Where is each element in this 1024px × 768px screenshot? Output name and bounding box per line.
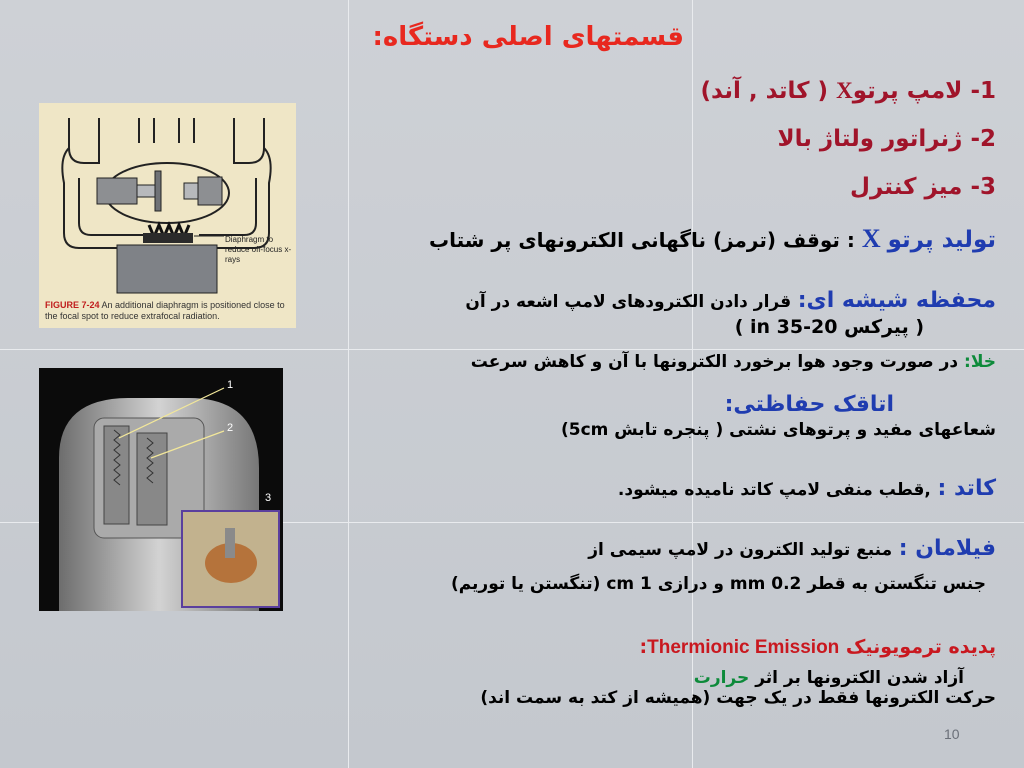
cathode-photo-image bbox=[39, 368, 283, 611]
item-text: میز کنترل bbox=[850, 174, 963, 200]
xray-tube-diagram bbox=[39, 103, 296, 298]
vacuum-label: خلا: bbox=[964, 352, 996, 372]
photo-label-1: 1 bbox=[227, 379, 234, 391]
cathode-line bbox=[618, 476, 996, 501]
glass-line bbox=[465, 288, 996, 313]
thermionic-label: پدیده ترمویونیک bbox=[845, 636, 996, 658]
item-text: ژنراتور ولتاژ بالا bbox=[777, 126, 963, 152]
item-number: 1- bbox=[970, 78, 996, 104]
filament-text: منبع تولید الکترون در لامپ سیمی از bbox=[588, 540, 893, 560]
list-item-xray-tube bbox=[701, 78, 996, 104]
chamber-label: اتاقک حفاظتی: bbox=[724, 392, 894, 417]
cathode-label: کاتد : bbox=[937, 476, 996, 501]
filament-line bbox=[588, 536, 996, 561]
slide-title: قسمتهای اصلی دستگاه: bbox=[372, 22, 684, 52]
production-label: تولید پرتو bbox=[887, 227, 996, 253]
thermionic-line bbox=[640, 636, 996, 659]
figure-caption-text: An additional diaphragm is positioned close to the focal spot to reduce extrafocal radiation. bbox=[45, 300, 285, 321]
production-text: : توقف (ترمز) ناگهانی الکترونهای پر شتاب bbox=[429, 228, 855, 252]
thermionic-heat: حرارت bbox=[693, 668, 750, 688]
thermionic-line2: حرکت الکترونها فقط در یک جهت (همیشه از کتد به سمت اند) bbox=[480, 688, 996, 708]
grid-line bbox=[348, 0, 349, 768]
photo-label-2: 2 bbox=[227, 422, 234, 434]
list-item-generator bbox=[777, 126, 996, 152]
figure-caption bbox=[45, 300, 295, 322]
grid-line bbox=[0, 349, 1024, 350]
diaphragm-annotation: Diaphragm to reduce off-focus x-rays bbox=[225, 235, 292, 264]
chamber-text: شعاعهای مفید و پرتوهای نشتی ( پنجره تابش 5cm) bbox=[560, 420, 996, 440]
cathode-text: ,قطب منفی لامپ کاتد نامیده میشود. bbox=[617, 480, 931, 500]
item-number: 3- bbox=[970, 174, 996, 200]
item-x-letter: X bbox=[836, 78, 853, 103]
item-number: 2- bbox=[970, 126, 996, 152]
vacuum-text: در صورت وجود هوا برخورد الکترونها با آن و کاهش سرعت bbox=[470, 352, 959, 372]
vacuum-line bbox=[471, 352, 996, 372]
production-line bbox=[429, 224, 996, 254]
list-item-control-table bbox=[850, 174, 996, 200]
figure-caption-label: FIGURE 7-24 bbox=[45, 300, 100, 310]
cathode-photo bbox=[39, 368, 283, 611]
item-parenthetical: ( کاتد , آند) bbox=[700, 78, 829, 104]
photo-label-3: 3 bbox=[265, 492, 272, 504]
xray-tube-figure bbox=[39, 103, 296, 328]
page-number: 10 bbox=[944, 726, 960, 742]
thermionic-colon: : bbox=[639, 636, 648, 658]
glass-label: محفظه شیشه ای: bbox=[797, 288, 996, 313]
thermionic-latin: Thermionic Emission bbox=[647, 637, 840, 658]
glass-text: قرار دادن الکترودهای لامپ اشعه در آن bbox=[465, 292, 792, 312]
production-x: X bbox=[861, 224, 881, 253]
glass-note: ( پیرکس 20-35 in ) bbox=[734, 316, 924, 338]
thermionic-line1: آزاد شدن الکترونها بر اثر حرارت bbox=[693, 668, 964, 688]
filament-label: فیلامان : bbox=[898, 536, 996, 561]
item-text: لامپ پرتو bbox=[852, 78, 963, 104]
filament-line2: جنس تنگستن به قطر 0.2 mm و درازی 1 cm (تنگستن یا توریم) bbox=[450, 574, 986, 594]
